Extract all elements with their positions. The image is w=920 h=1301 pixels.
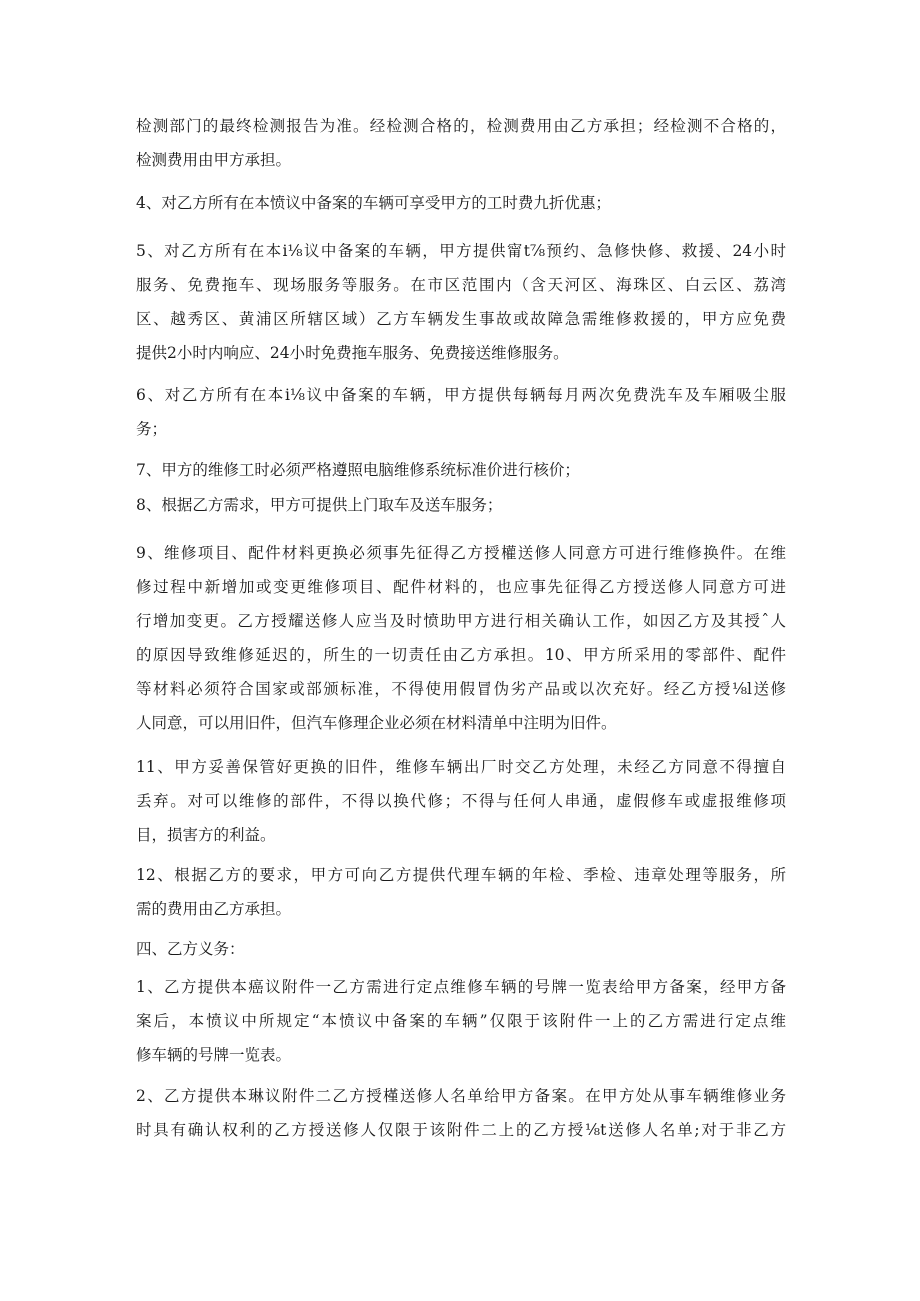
paragraph-obligation-2	[136, 1079, 786, 1147]
section-heading-party-b-obligations	[136, 932, 786, 966]
text-line: 人同意，可以用旧件，但汽车修理企业必须在材料清单中注明为旧件。	[136, 714, 617, 732]
text-line: 等材料必须符合国家或部颁标准，不得使用假冒伪劣产品或以次充好。经乙方授⅛l送修	[136, 680, 786, 698]
text-line: 5、对乙方所有在本i⅛议中备案的车辆，甲方提供甯t⅞预约、急修快修、救援、24小时	[136, 242, 786, 260]
text-line: 四、乙方义务：	[136, 940, 245, 958]
text-line: 的原因导致维修延迟的，所生的一切责任由乙方承担。10、甲方所采用的零部件、配件	[136, 646, 786, 664]
text-line: 丢弃。对可以维修的部件，不得以换代修；不得与任何人串通，虚假修车或虚报维修项	[136, 792, 786, 810]
text-line: 12、根据乙方的要求，甲方可向乙方提供代理车辆的年检、季检、违章处理等服务，所	[136, 866, 786, 884]
paragraph-item-8	[136, 488, 786, 522]
text-line: 行增加变更。乙方授耀送修人应当及时愤助甲方进行相关确认工作，如因乙方及其授ˆ人	[136, 612, 786, 630]
text-line: 区、越秀区、黄浦区所辖区域）乙方车辆发生事故或故障急需维修救援的，甲方应免费	[136, 310, 786, 328]
paragraph-item-4	[136, 186, 786, 220]
text-line: 8、根据乙方需求，甲方可提供上门取车及送车服务；	[136, 496, 503, 514]
paragraph-inspection-cost	[136, 109, 786, 177]
text-line: 目，损害方的利益。	[136, 826, 276, 844]
paragraph-item-6	[136, 378, 786, 446]
text-line: 修过程中新增加或变更维修项目、配件材料的，也应事先征得乙方授送修人同意方可进	[136, 578, 786, 596]
text-line: 1、乙方提供本癌议附件一乙方需进行定点维修车辆的号牌一览表给甲方备案，经甲方备	[136, 978, 786, 996]
text-line: 服务、免费拖车、现场服务等服务。在市区范围内（含天河区、海珠区、白云区、荔湾	[136, 276, 786, 294]
paragraph-item-9	[136, 536, 786, 740]
text-line: 检测部门的最终检测报告为准。经检测合格的，检测费用由乙方承担；经检测不合格的，	[136, 117, 786, 135]
text-line: 9、维修项目、配件材料更换必须事先征得乙方授權送修人同意方可进行维修换件。在维	[136, 544, 786, 562]
text-line: 检测费用由甲方承担。	[136, 151, 292, 169]
paragraph-item-12	[136, 858, 786, 926]
text-line: 2、乙方提供本琳议附件二乙方授槿送修人名单给甲方备案。在甲方处从事车辆维修业务	[136, 1087, 786, 1105]
text-line: 4、对乙方所有在本愤议中备案的车辆可享受甲方的工时费九折优惠；	[136, 194, 611, 212]
text-line: 案后，本愤议中所规定“本愤议中备案的车辆”仅限于该附件一上的乙方需进行定点维	[136, 1012, 786, 1030]
text-line: 6、对乙方所有在本i⅛议中备案的车辆，甲方提供每辆每月两次免费洗车及车厢吸尘服	[136, 386, 786, 404]
paragraph-obligation-1	[136, 970, 786, 1072]
paragraph-item-5	[136, 234, 786, 370]
text-line: 需的费用由乙方承担。	[136, 900, 292, 918]
text-line: 提供2小时内响应、24小时免费拖车服务、免费接送维修服务。	[136, 344, 569, 362]
text-line: 7、甲方的维修工时必须严格遵照电脑维修系统标准价进行核价；	[136, 461, 580, 479]
paragraph-item-7	[136, 453, 786, 487]
text-line: 务；	[136, 420, 168, 438]
paragraph-item-11	[136, 750, 786, 852]
text-line: 修车辆的号牌一览表。	[136, 1046, 292, 1064]
text-line: 时具有确认权利的乙方授送修人仅限于该附件二上的乙方授⅛t送修人名单;对于非乙方	[136, 1121, 786, 1139]
text-line: 11、甲方妥善保管好更换的旧件，维修车辆出厂时交乙方处理，未经乙方同意不得擅自	[136, 758, 786, 776]
